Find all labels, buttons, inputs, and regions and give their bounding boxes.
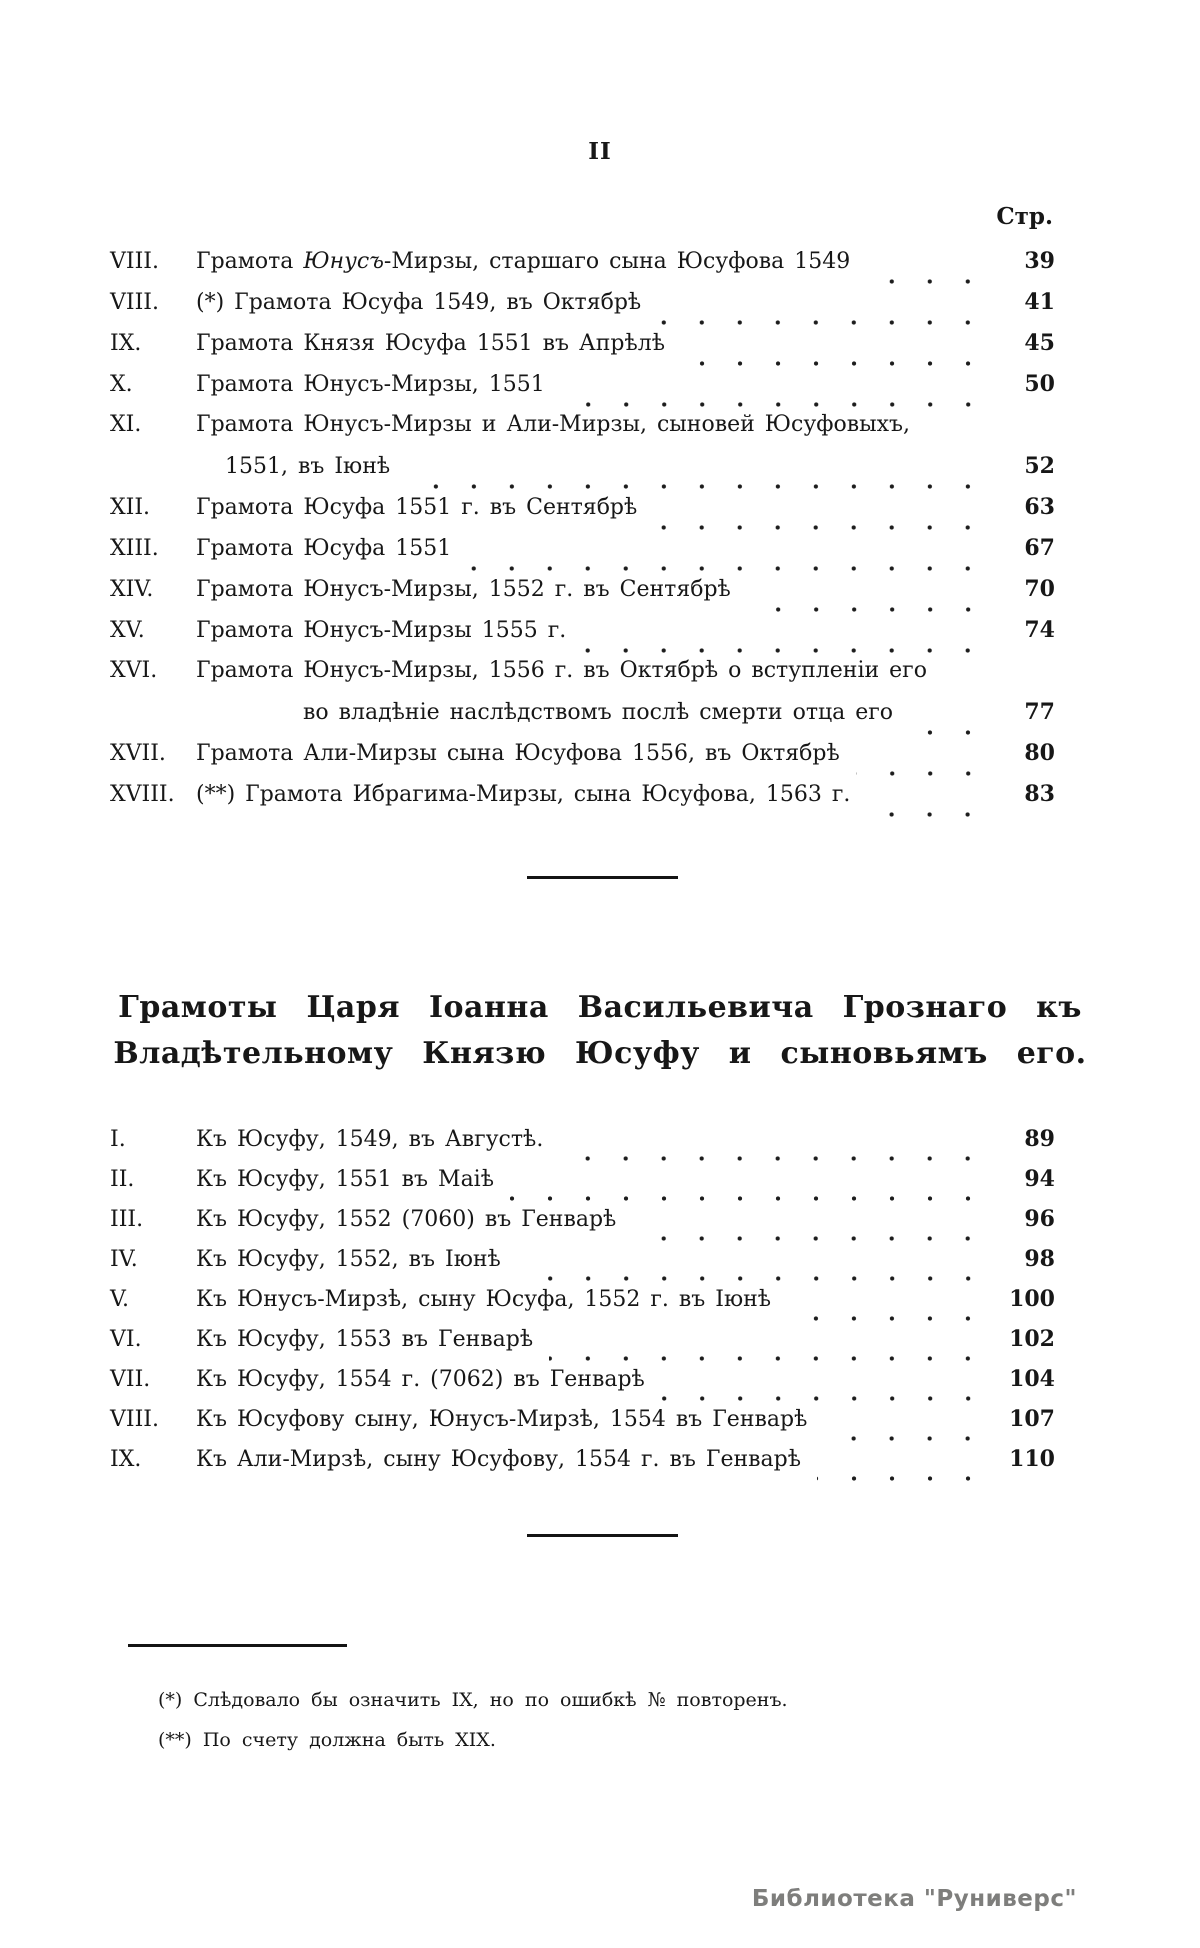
toc-entry-row	[110, 1406, 1055, 1446]
entry-number: XVI.	[110, 658, 158, 683]
toc-entry-row	[110, 1166, 1055, 1206]
page-number: 110	[1009, 1446, 1055, 1472]
dot-leader	[517, 1271, 987, 1286]
entry-number: II.	[110, 1167, 135, 1192]
entry-title: Къ Юнусъ-Мирзѣ, сыну Юсуфа, 1552 г. въ Іюнѣ	[196, 1287, 772, 1312]
entry-number: IV.	[110, 1247, 138, 1272]
entry-number: VII.	[110, 1367, 151, 1392]
entry-title-italic: Юнусъ	[303, 249, 384, 274]
page-number: 74	[1024, 617, 1055, 643]
entry-title-continuation: 1551, въ Іюнѣ	[225, 454, 391, 479]
entry-number: III.	[110, 1207, 144, 1232]
page-number: 94	[1024, 1166, 1055, 1192]
toc-entry-row	[110, 1446, 1055, 1486]
toc-entry-row	[110, 412, 1055, 453]
page-number: 67	[1024, 535, 1055, 561]
section-heading-line2: Владѣтельному Князю Юсуфу и сыновьямъ его.	[113, 1036, 1087, 1071]
page-number: 80	[1024, 740, 1055, 766]
dot-leader	[823, 1431, 987, 1446]
page-number: 50	[1024, 371, 1055, 397]
entry-number: XI.	[110, 412, 142, 437]
entry-number: V.	[110, 1287, 130, 1312]
toc-entry-row	[110, 535, 1055, 576]
toc-list-charters-of-yusuf	[110, 248, 1055, 822]
entry-title: Къ Али-Мирзѣ, сыну Юсуфову, 1554 г. въ Генварѣ	[196, 1447, 801, 1472]
toc-list-charters-of-tsar	[110, 1126, 1055, 1486]
page-number: 45	[1024, 330, 1055, 356]
dot-leader	[561, 397, 987, 412]
page-number: 39	[1024, 248, 1055, 274]
entry-number: I.	[110, 1127, 126, 1152]
section-separator-rule	[527, 876, 678, 879]
entry-title: Грамота Али-Мирзы сына Юсуфова 1556, въ Октябрѣ	[196, 741, 840, 766]
entry-title: Грамота Юнусъ-Мирзы, 1552 г. въ Сентябрѣ	[196, 577, 731, 602]
dot-leader	[582, 643, 987, 658]
page-number: 83	[1024, 781, 1055, 807]
page-header-numeral: II	[588, 138, 612, 165]
dot-leader	[559, 1151, 987, 1166]
section-heading-line1: Грамоты Царя Іоанна Васильевича Грознаго къ	[118, 990, 1082, 1025]
entry-number: X.	[110, 372, 133, 397]
entry-title: Къ Юсуфову сыну, Юнусъ-Мирзѣ, 1554 въ Генварѣ	[196, 1407, 808, 1432]
dot-leader	[406, 479, 987, 494]
entry-number: VIII.	[110, 1407, 159, 1432]
page-number: 70	[1024, 576, 1055, 602]
library-watermark: Библиотека "Руниверс"	[751, 1886, 1077, 1912]
entry-title-continuation: во владѣніе наслѣдствомъ послѣ смерти отца его	[303, 700, 894, 725]
entry-title: (**) Грамота Ибрагима-Мирзы, сына Юсуфова, 1563 г.	[196, 782, 851, 807]
page-number: 52	[1024, 453, 1055, 479]
entry-title-pre: Грамота	[196, 249, 304, 274]
entry-number: XVIII.	[110, 782, 175, 807]
page-number: 104	[1009, 1366, 1055, 1392]
entry-title: Грамота Юнусъ-Мирзы, 1556 г. въ Октябрѣ о вступленіи его	[196, 658, 927, 683]
entry-title: Къ Юсуфу, 1553 въ Генварѣ	[196, 1327, 534, 1352]
toc-entry-row	[110, 248, 1055, 289]
entry-number: XVII.	[110, 741, 166, 766]
entry-title-post: -Мирзы, старшаго сына Юсуфова 1549	[383, 249, 851, 274]
dot-leader	[856, 766, 987, 781]
dot-leader	[747, 602, 987, 617]
dot-leader	[632, 1231, 987, 1246]
dot-leader	[549, 1351, 987, 1366]
entry-number: XIV.	[110, 577, 154, 602]
entry-title	[196, 249, 850, 274]
toc-entry-row	[110, 658, 1055, 699]
entry-title: Грамота Юсуфа 1551 г. въ Сентябрѣ	[196, 495, 638, 520]
entry-number: XII.	[110, 495, 151, 520]
toc-entry-row	[110, 1126, 1055, 1166]
page-number: 102	[1009, 1326, 1055, 1352]
toc-entry-row	[110, 1206, 1055, 1246]
dot-leader	[681, 356, 987, 371]
page-number: 98	[1024, 1246, 1055, 1272]
entry-number: XIII.	[110, 536, 159, 561]
toc-entry-row	[110, 576, 1055, 617]
page-number: 100	[1009, 1286, 1055, 1312]
toc-entry-row	[110, 1286, 1055, 1326]
entry-title: Грамота Юнусъ-Мирзы, 1551	[196, 372, 545, 397]
toc-entry-row	[110, 617, 1055, 658]
toc-entry-row	[110, 781, 1055, 822]
entry-title: Грамота Юнусъ-Мирзы 1555 г.	[196, 618, 567, 643]
dot-leader	[661, 1391, 987, 1406]
page-number: 96	[1024, 1206, 1055, 1232]
dot-leader	[866, 274, 987, 289]
dot-leader	[866, 807, 987, 822]
dot-leader	[787, 1311, 987, 1326]
entry-number: VI.	[110, 1327, 142, 1352]
entry-number: IX.	[110, 331, 142, 356]
dot-leader	[817, 1471, 987, 1486]
toc-entry-row	[110, 1246, 1055, 1286]
footnote-separator-rule	[128, 1644, 347, 1647]
page-number: 77	[1024, 699, 1055, 725]
dot-leader	[653, 520, 987, 535]
page-number: 63	[1024, 494, 1055, 520]
dot-leader	[909, 725, 987, 740]
toc-entry-row	[110, 740, 1055, 781]
entry-title: Грамота Князя Юсуфа 1551 въ Апрѣлѣ	[196, 331, 665, 356]
page-number: 89	[1024, 1126, 1055, 1152]
dot-leader	[510, 1191, 987, 1206]
toc-entry-row	[110, 371, 1055, 412]
toc-continuation-row	[110, 453, 1055, 494]
entry-title: Къ Юсуфу, 1552, въ Іюнѣ	[196, 1247, 501, 1272]
entry-title: Грамота Юсуфа 1551	[196, 536, 452, 561]
section-separator-rule	[527, 1534, 678, 1537]
toc-continuation-row	[110, 699, 1055, 740]
footnotes-block	[158, 1680, 788, 1760]
toc-entry-row	[110, 1366, 1055, 1406]
footnote-1: (*) Слѣдовало бы означить IX, но по ошибкѣ № повторенъ.	[158, 1689, 788, 1711]
toc-entry-row	[110, 1326, 1055, 1366]
toc-entry-row	[110, 494, 1055, 535]
page-number: 107	[1009, 1406, 1055, 1432]
page-number: 41	[1024, 289, 1055, 315]
section-heading	[100, 985, 1100, 1077]
entry-title: Грамота Юнусъ-Мирзы и Али-Мирзы, сыновей Юсуфовыхъ,	[196, 412, 911, 437]
footnote-2: (**) По счету должна быть XIX.	[158, 1729, 496, 1751]
entry-title: Къ Юсуфу, 1549, въ Августѣ.	[196, 1127, 544, 1152]
entry-number: IX.	[110, 1447, 142, 1472]
entry-title: Къ Юсуфу, 1554 г. (7062) въ Генварѣ	[196, 1367, 645, 1392]
dot-leader	[657, 315, 987, 330]
toc-entry-row	[110, 289, 1055, 330]
dot-leader	[467, 561, 987, 576]
entry-title: Къ Юсуфу, 1551 въ Маіѣ	[196, 1167, 494, 1192]
entry-number: VIII.	[110, 249, 159, 274]
entry-title: (*) Грамота Юсуфа 1549, въ Октябрѣ	[196, 290, 642, 315]
entry-title: Къ Юсуфу, 1552 (7060) въ Генварѣ	[196, 1207, 617, 1232]
toc-entry-row	[110, 330, 1055, 371]
entry-number: VIII.	[110, 290, 159, 315]
entry-number: XV.	[110, 618, 145, 643]
page-column-header: Стр.	[996, 203, 1053, 230]
